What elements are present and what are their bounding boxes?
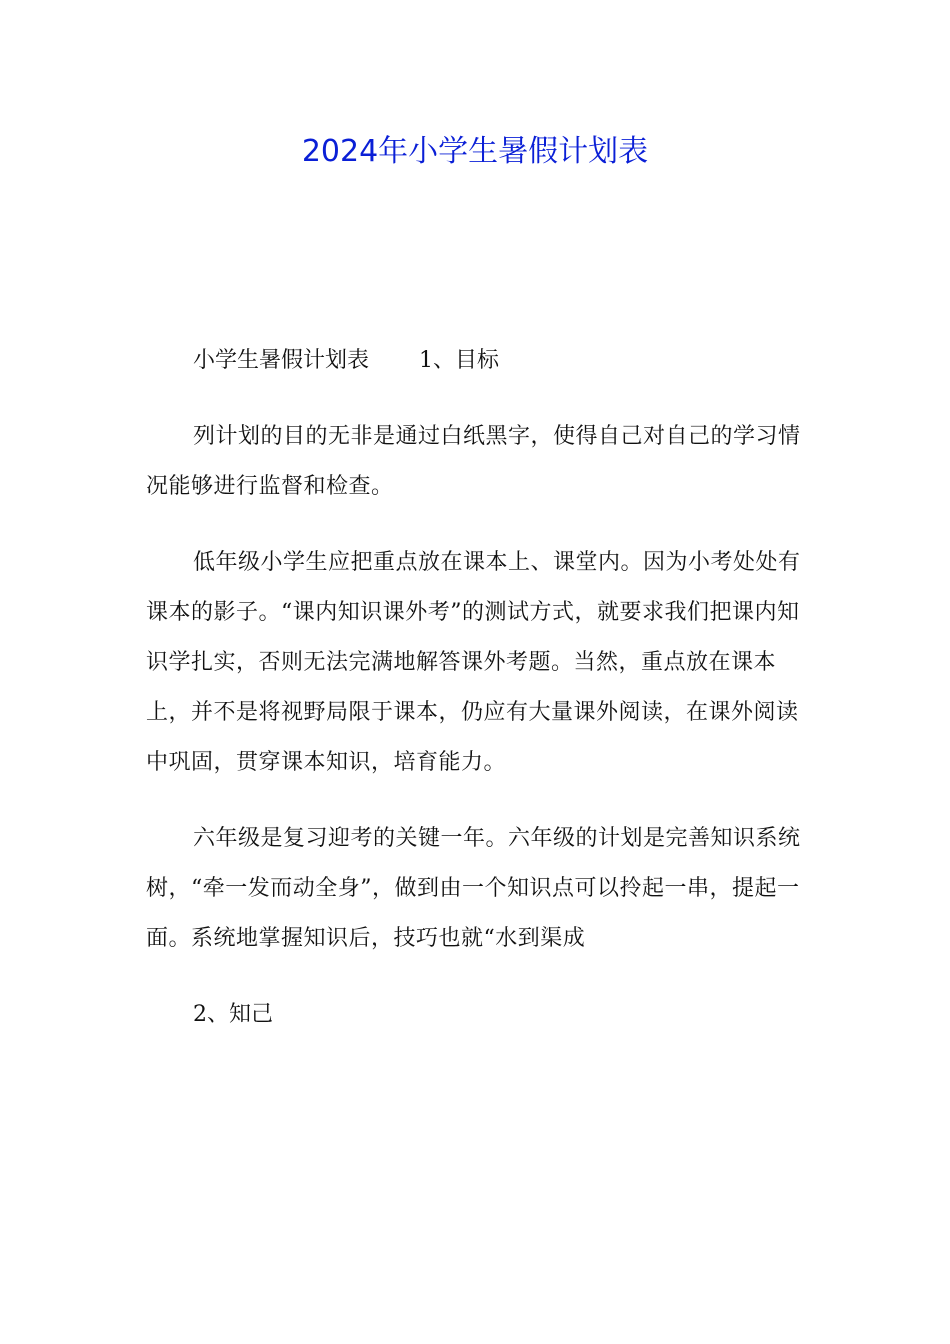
heading-left: 小学生暑假计划表: [193, 348, 370, 373]
paragraph: 低年级小学生应把重点放在课本上、课堂内。因为小考处处有课本的影子。“课内知识课外考”的测试方式，就要求我们把课内知识学扎实，否则无法完满地解答课外考题。当然，重点放在课本上，并不是将视野局限于课本，仍应有大量课外阅读，在课外阅读中巩固，贯穿课本知识，培育能力。: [146, 550, 801, 775]
paragraph: 列计划的目的无非是通过白纸黑字，使得自己对自己的学习情况能够进行监督和检查。: [146, 424, 801, 499]
section-heading-2: 2、知己: [193, 1002, 273, 1027]
paragraph: 六年级是复习迎考的关键一年。六年级的计划是完善知识系统树，“牵一发而动全身”，做到由一个知识点可以拎起一串，提起一面。系统地掌握知识后，技巧也就“水到渠成: [146, 826, 801, 951]
document-body: [146, 336, 806, 1040]
document-title: 2024年小学生暑假计划表: [301, 134, 649, 169]
section-heading-1: [146, 336, 806, 386]
heading-right: 1、目标: [419, 348, 500, 373]
